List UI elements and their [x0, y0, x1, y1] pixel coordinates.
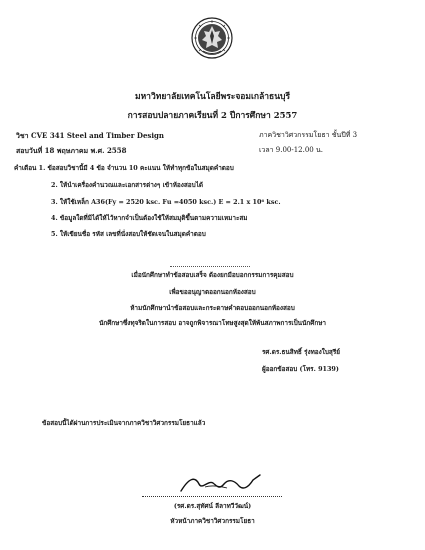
approval-statement: ข้อสอบนี้ได้ผ่านการประเมินจากภาควิชาวิศวกรรมโยธาแล้ว — [42, 419, 206, 427]
instruction-item: 3. ให้ใช้เหล็ก A36(Fy = 2520 ksc. Fu =4050 ksc.) E = 2.1 x 10⁶ ksc. — [51, 198, 281, 206]
department-head-role: หัวหน้าภาควิชาวิศวกรรมโยธา — [170, 517, 255, 525]
university-name: มหาวิทยาลัยเทคโนโลยีพระจอมเกล้าธนบุรี — [134, 92, 291, 102]
department-head-name: (รศ.ดร.สุทัศน์ ลีลาทวีวัฒน์) — [173, 502, 252, 510]
department-year: ภาควิชาวิศวกรรมโยธา ชั้นปีที่ 3 — [259, 131, 358, 139]
instruction-item: 2. ให้นำเครื่องคำนวณและเอกสารต่างๆ เข้าห้องสอบได้ — [51, 181, 204, 189]
instruction-item: 5. ให้เขียนชื่อ รหัส เลขที่นั่งสอบให้ชัดเจนในสมุดคำตอบ — [51, 230, 206, 238]
exam-rule: ห้ามนักศึกษานำข้อสอบและกระดาษคำตอบออกนอกห้องสอบ — [130, 304, 295, 312]
exam-time: เวลา 9.00-12.00 น. — [259, 146, 323, 154]
exam-title: การสอบปลายภาคเรียนที่ 2 ปีการศึกษา 2557 — [127, 111, 298, 121]
signature-line — [142, 496, 282, 497]
handwritten-signature — [175, 472, 265, 496]
exam-rule: เมื่อนักศึกษาทำข้อสอบเสร็จ ต้องยกมือบอกกรรมการคุมสอบ — [131, 271, 294, 279]
instruction-item: คำเตือน 1. ข้อสอบวิชานี้มี 4 ข้อ จำนวน 10 คะแนน ให้ทำทุกข้อในสมุดคำตอบ — [14, 164, 234, 172]
course-code-title: วิชา CVE 341 Steel and Timber Design — [16, 131, 164, 140]
instruction-item: 4. ข้อมูลใดที่มิได้ให้ไว้หากจำเป็นต้องใช้ให้สมมุติขึ้นตามความเหมาะสม — [51, 214, 248, 222]
exam-rule: เพื่อขออนุญาตออกนอกห้องสอบ — [169, 288, 256, 296]
exam-rule: นักศึกษาซึ่งทุจริตในการสอบ อาจถูกพิจารณาโทษสูงสุดให้พ้นสภาพการเป็นนักศึกษา — [99, 319, 326, 327]
dotted-separator — [170, 266, 250, 267]
examiner-name: รศ.ดร.ธนสิทธิ์ รุ่งทองใบสุรีย์ — [262, 348, 341, 356]
exam-date: สอบวันที่ 18 พฤษภาคม พ.ศ. 2558 — [16, 146, 127, 155]
examiner-role: ผู้ออกข้อสอบ (โทร. 9139) — [262, 365, 339, 373]
university-seal-logo — [191, 17, 233, 59]
